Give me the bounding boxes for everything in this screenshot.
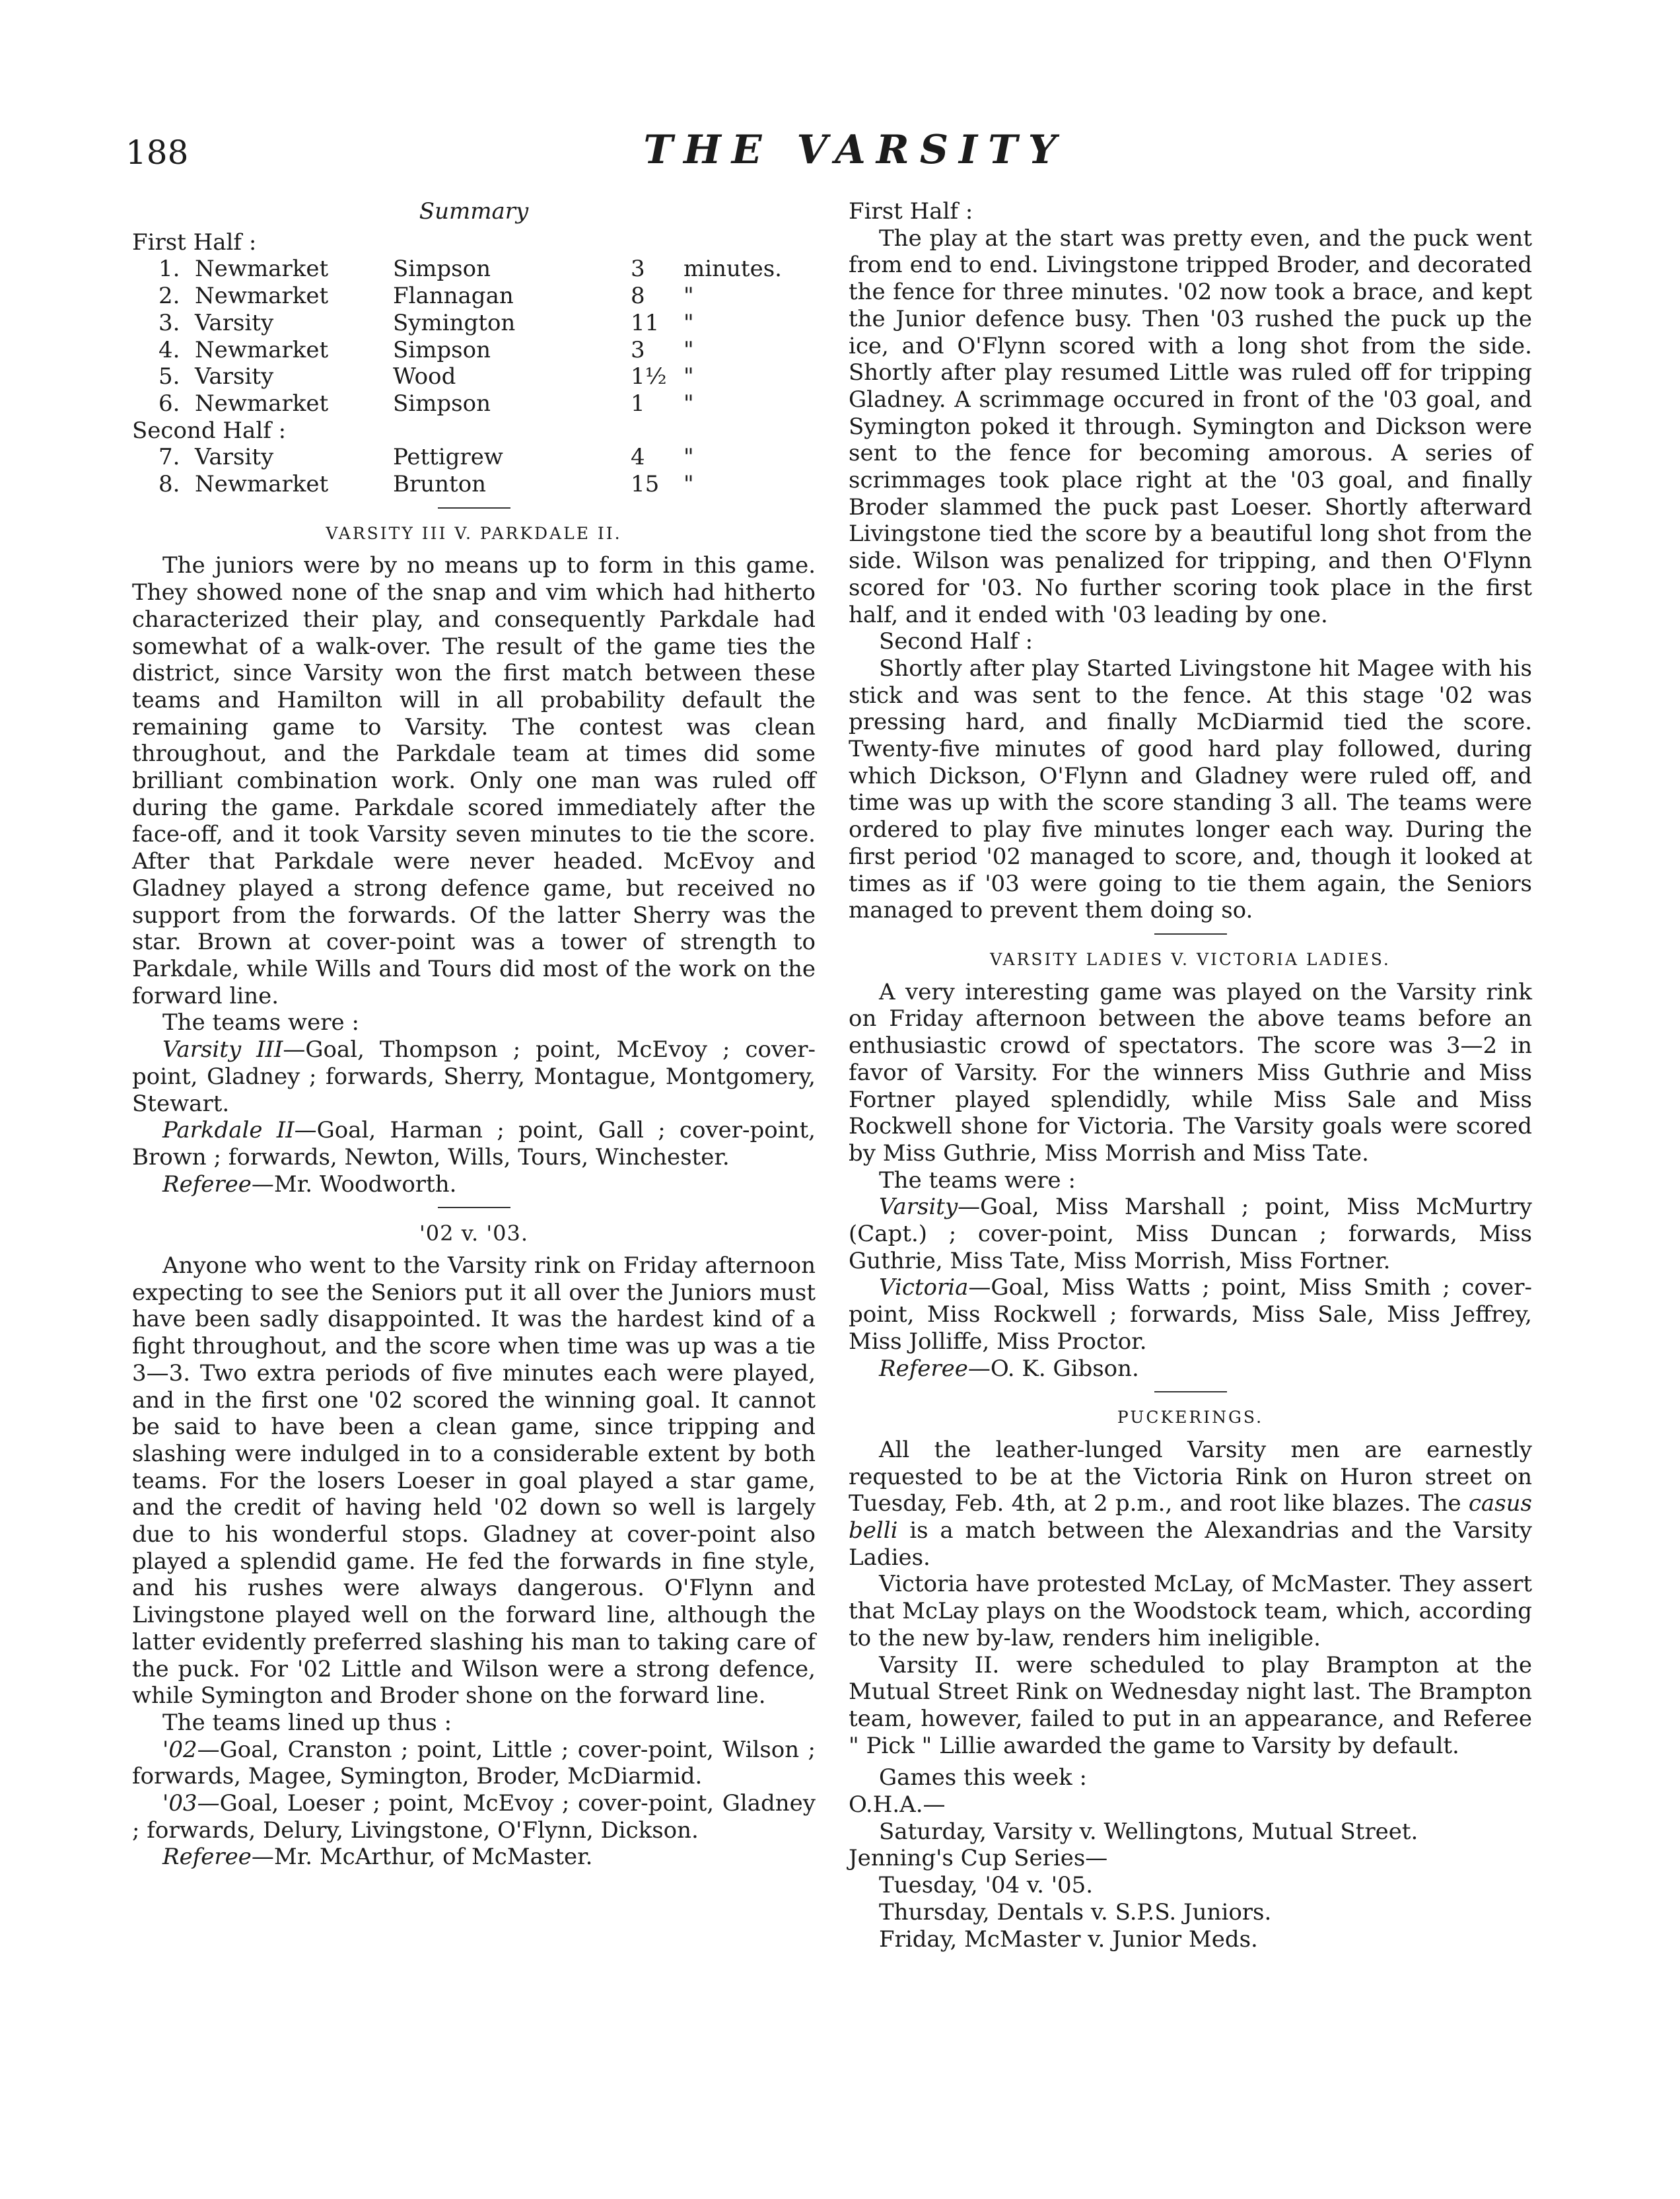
divider (1154, 1391, 1227, 1392)
02-v-03-team-02: '02—Goal, Cranston ; point, Little ; cover-point, Wilson ; forwards, Magee, Symington, Broder, McDiarmid. (132, 1736, 816, 1790)
goal-team: Varsity (195, 309, 274, 336)
summary-title: Summary (419, 198, 529, 225)
02-v-03-referee: Referee—Mr. McArthur, of McMaster. (162, 1844, 593, 1871)
02-v-03-body: Anyone who went to the Varsity rink on Friday afternoon expecting to see the Seniors put it all over the Juniors must have been sadly disappointed. It was the hardest kind of a fight throughout, and the score when time was up was a tie 3—3. Two extra periods of five minutes each were played, and in the first one '02 scored the winning goal. It cannot be said to have been a clean game, since tripping and slashing were indulged in to a considerable extent by both teams. For the losers Loeser in goal played a star game, and the credit of having held '02 down so well is largely due to his wonderful stops. Gladney at cover-point also played a splendid game. He fed the forwards in fine style, and his rushes were always dangerous. O'Flynn and Livingstone played well on the forward line, although the latter evidently preferred slashing his man to taking care of the puck. For '02 Little and Wilson were a strong defence, while Symington and Broder shone on the forward line. (132, 1252, 816, 1710)
goal-time-unit: " (683, 390, 694, 417)
oha-game: Saturday, Varsity v. Wellingtons, Mutual Street. (879, 1818, 1418, 1845)
cup-label: Jenning's Cup Series— (849, 1845, 1108, 1872)
goal-number: 4. (158, 336, 180, 363)
goal-number: 3. (158, 309, 180, 336)
second-half-body: Shortly after play Started Livingstone hit Magee with his stick and was sent to the fence. At this stage '02 was pressing hard, and finally McDiarmid tied the score. Twenty-five minutes of good hard play followed, during which Dickson, O'Flynn and Gladney were ruled off, and time was up with the score standing 3 all. The teams were ordered to play five minutes longer each way. During the first period '02 managed to score, and, though it looked at times as if '03 were going to tie them again, the Seniors managed to prevent them doing so. (849, 655, 1532, 924)
parkdale-teams-intro: The teams were : (162, 1009, 359, 1036)
goal-time: 3 (631, 336, 645, 363)
goal-time-unit: minutes. (683, 256, 782, 283)
second-half-label: Second Half : (132, 417, 287, 444)
summary-table-first-half (158, 256, 809, 417)
summary-row (158, 256, 809, 283)
goal-scorer: Pettigrew (393, 444, 503, 471)
summary-row (158, 337, 809, 364)
goal-scorer: Simpson (393, 256, 491, 283)
puckerings-paragraph-3: Varsity II. were scheduled to play Brampton at the Mutual Street Rink on Wednesday night last. The Brampton team, however, failed to put in an appearance, and Referee " Pick " Lillie awarded the game to Varsity by default. (849, 1651, 1532, 1759)
goal-time-unit: " (683, 336, 694, 363)
goal-number: 7. (158, 444, 180, 471)
goal-team: Newmarket (195, 283, 329, 310)
goal-number: 6. (158, 390, 180, 417)
goal-number: 2. (158, 283, 180, 310)
goal-number: 8. (158, 471, 180, 498)
goal-time-unit: " (683, 363, 694, 390)
page-header (125, 127, 1532, 186)
02-v-03-lineup-intro: The teams lined up thus : (162, 1709, 452, 1736)
divider (438, 507, 510, 509)
games-intro: Games this week : (879, 1764, 1087, 1791)
goal-time: 8 (631, 283, 645, 310)
goal-scorer: Brunton (393, 471, 487, 498)
divider (1154, 933, 1227, 935)
summary-row (158, 363, 809, 390)
ladies-body: A very interesting game was played on the Varsity rink on Friday afternoon between the above teams before an enthusiastic crowd of spectators. The score was 3—2 in favor of Varsity. For the winners Miss Guthrie and Miss Fortner played splendidly, while Miss Sale and Miss Rockwell shone for Victoria. The Varsity goals were scored by Miss Guthrie, Miss Morrish and Miss Tate. (849, 978, 1532, 1167)
parkdale-referee: Referee—Mr. Woodworth. (162, 1171, 457, 1198)
ladies-teams-intro: The teams were : (879, 1167, 1076, 1194)
goal-team: Newmarket (195, 471, 329, 498)
goal-team: Varsity (195, 444, 274, 471)
goal-scorer: Flannagan (393, 283, 514, 310)
section-heading-puckerings: PUCKERINGS. (1117, 1408, 1264, 1427)
cup-game-item: Friday, McMaster v. Junior Meds. (879, 1926, 1258, 1953)
02-v-03-team-03: '03—Goal, Loeser ; point, McEvoy ; cover-point, Gladney ; forwards, Delury, Livingstone, O'Flynn, Dickson. (132, 1790, 816, 1844)
right-column (849, 198, 1532, 1953)
goal-time: 11 (631, 309, 660, 336)
goal-team: Newmarket (195, 336, 329, 363)
first-half-body: The play at the start was pretty even, and the puck went from end to end. Livingstone tripped Broder, and decorated the fence for three minutes. '02 now took a brace, and kept the Junior defence busy. Then '03 rushed the puck up the ice, and O'Flynn scored with a long shot from the side. Shortly after play resumed Little was ruled off for tripping Gladney. A scrimmage occured in front of the '03 goal, and Symington poked it through. Symington and Dickson were sent to the fence for becoming amorous. A series of scrimmages took place right at the '03 goal, and finally Broder slammed the puck past Loeser. Shortly afterward Livingstone tied the score by a beautiful long shot from the side. Wilson was penalized for tripping, and then O'Flynn scored for '03. No further scoring took place in the first half, and it ended with '03 leading by one. (849, 225, 1532, 628)
divider (438, 1207, 510, 1208)
summary-table-second-half (158, 444, 809, 497)
goal-time: 1 (631, 390, 645, 417)
cup-game-item: Thursday, Dentals v. S.P.S. Juniors. (879, 1898, 1272, 1926)
goal-team: Newmarket (195, 390, 329, 417)
cup-games-list (849, 1872, 1532, 1953)
summary-row (158, 471, 809, 498)
goal-scorer: Symington (393, 309, 516, 336)
parkdale-team-varsity: Varsity III—Goal, Thompson ; point, McEvoy ; cover-point, Gladney ; forwards, Sherry, Montague, Montgomery, Stewart. (132, 1036, 816, 1117)
goal-time-unit: " (683, 283, 694, 310)
left-column (132, 198, 816, 1871)
goal-time-unit: " (683, 444, 694, 471)
section-heading-ladies: VARSITY LADIES V. VICTORIA LADIES. (990, 949, 1391, 969)
goal-time: 1½ (631, 363, 667, 390)
section-heading-parkdale: VARSITY III V. PARKDALE II. (326, 523, 622, 543)
goal-number: 1. (158, 256, 180, 283)
first-half-label: First Half : (132, 229, 257, 256)
puckerings-paragraph-2: Victoria have protested McLay, of McMaster. They assert that McLay plays on the Woodstock team, which, according to the new by-law, renders him ineligible. (849, 1571, 1532, 1651)
oha-label: O.H.A.— (849, 1791, 946, 1819)
second-half-heading: Second Half : (879, 628, 1033, 655)
goal-scorer: Simpson (393, 336, 491, 363)
goal-scorer: Simpson (393, 390, 491, 417)
goal-time: 15 (631, 471, 660, 498)
goal-time: 3 (631, 256, 645, 283)
goal-team: Newmarket (195, 256, 329, 283)
goal-time: 4 (631, 444, 645, 471)
ladies-referee: Referee—O. K. Gibson. (879, 1355, 1139, 1382)
summary-row (158, 283, 809, 310)
masthead-title: THE VARSITY (643, 127, 1067, 173)
ladies-team-victoria: Victoria—Goal, Miss Watts ; point, Miss Smith ; cover-point, Miss Rockwell ; forwards, Miss Sale, Miss Jeffrey, Miss Jolliffe, Miss Proctor. (849, 1274, 1532, 1355)
goal-time-unit: " (683, 471, 694, 498)
page-number: 188 (125, 133, 189, 172)
ladies-team-varsity: Varsity—Goal, Miss Marshall ; point, Miss McMurtry (Capt.) ; cover-point, Miss Duncan ; forwards, Miss Guthrie, Miss Tate, Miss Morrish, Miss Fortner. (849, 1194, 1532, 1274)
summary-row (158, 444, 809, 471)
first-half-heading: First Half : (849, 198, 973, 225)
parkdale-body: The juniors were by no means up to form in this game. They showed none of the snap and vim which had hitherto characterized their play, and consequently Parkdale had somewhat of a walk-over. The result of the game ties the district, since Varsity won the first match between these teams and Hamilton will in all probability default the remaining game to Varsity. The contest was clean throughout, and the Parkdale team at times did some brilliant combination work. Only one man was ruled off during the game. Parkdale scored immediately after the face-off, and it took Varsity seven minutes to tie the score. After that Parkdale were never headed. McEvoy and Gladney played a strong defence game, but received no support from the forwards. Of the latter Sherry was the star. Brown at cover-point was a tower of strength to Parkdale, while Wills and Tours did most of the work on the forward line. (132, 552, 816, 1009)
parkdale-team-parkdale: Parkdale II—Goal, Harman ; point, Gall ; cover-point, Brown ; forwards, Newton, Wills, Tours, Winchester. (132, 1117, 816, 1171)
cup-game-item: Tuesday, '04 v. '05. (879, 1872, 1094, 1899)
puckerings-paragraph-1: All the leather-lunged Varsity men are earnestly requested to be at the Victoria Rink on Huron street on Tuesday, Feb. 4th, at 2 p.m., and root like blazes. The casus belli is a match between the Alexandrias and the Varsity Ladies. (849, 1436, 1533, 1571)
summary-row (158, 390, 809, 417)
goal-team: Varsity (195, 363, 274, 390)
goal-scorer: Wood (393, 363, 456, 390)
goal-number: 5. (158, 363, 180, 390)
section-heading-02-v-03: '02 v. '03. (419, 1221, 528, 1246)
summary-row (158, 310, 809, 337)
goal-time-unit: " (683, 309, 694, 336)
